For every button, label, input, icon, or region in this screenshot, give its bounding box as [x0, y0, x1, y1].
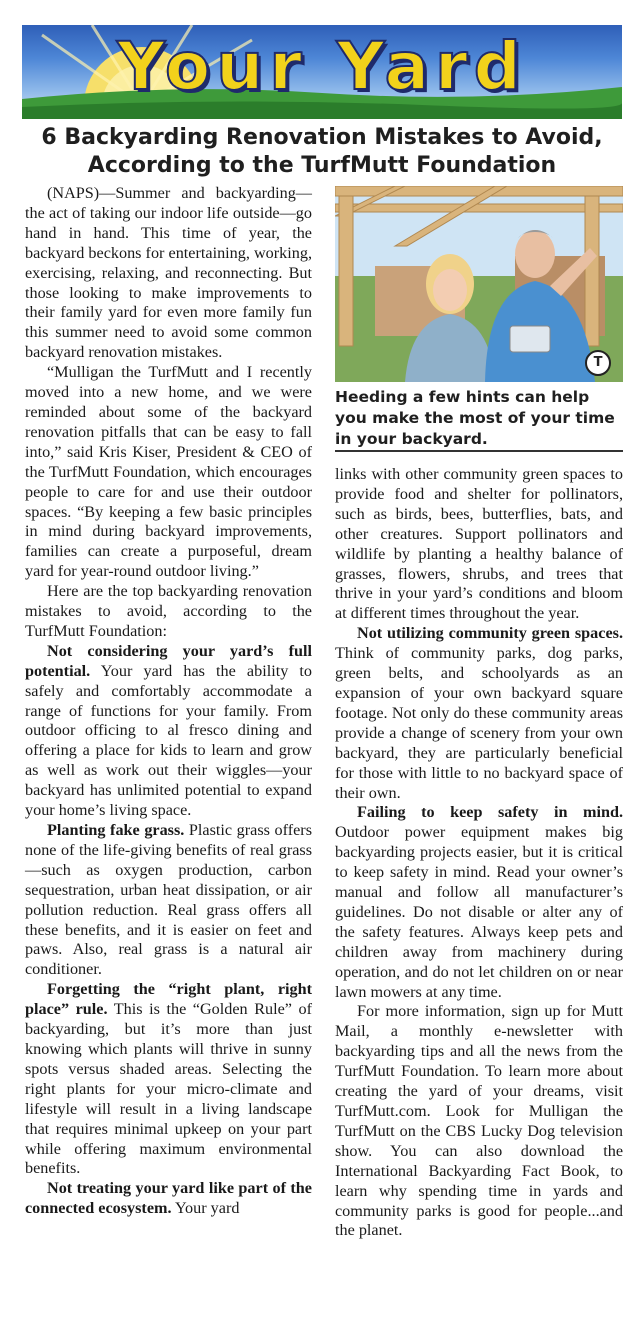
tip-text: Your yard has the ability to safely and comfortably accommodate a range of functions for your family. From outdoor officing to al fresco dining and offering a place for kids to learn and grow as well as work out their wiggles—your backyard has unlimited potential to expand your home’s living space.	[25, 661, 312, 820]
tip-paragraph	[25, 642, 312, 821]
tip-text: This is the “Golden Rule” of backyarding, but it’s more than just knowing which plants will thrive in sunny spots versus shaded areas. Selecting the right plants for your micro-climate and lifestyle will result in a living landscape that requires minimal upkeep on your part while offering maximum environmental benefits.	[25, 1000, 312, 1178]
tip-paragraph	[335, 624, 623, 803]
tip-text: Plastic grass offers none of the life-giving benefits of real grass—such as oxygen production, carbon sequestration, urban heat dissipation, or air pollution reduction. Real grass offers all these benefits, and it is easier on feet and paws. Also, real grass is a natural air conditioner.	[25, 821, 312, 979]
paragraph-closing: For more information, sign up for Mutt Mail, a monthly e-newsletter with backyarding tips and all the news from the TurfMutt Foundation. To learn more about creating the yard of your dreams, visit TurfMutt.com. Look for Mulligan the TurfMutt on the CBS Lucky Dog television show. You can also download the International Backyarding Fact Book, to learn why spending time in yards and community parks is good for people...and the planet.	[335, 1002, 623, 1240]
tip-text: Your yard	[171, 1199, 240, 1218]
banner	[22, 25, 622, 119]
tip-paragraph	[25, 980, 312, 1179]
banner-title: Your Yard	[117, 28, 527, 105]
tip-paragraph	[25, 1179, 312, 1219]
photo-caption: Heeding a few hints can help you make the most of your time in your backyard.	[335, 388, 615, 448]
paragraph-continuation: links with other community green spaces to provide food and shelter for pollinators, such as birds, bees, butterflies, bats, and other creatures. Support pollinators and wildlife by planting a healthy balance of grasses, flowers, shrubs, and trees that thrive in your yard’s conditions and bloom at different times throughout the year.	[335, 465, 623, 623]
tip-text: Think of community parks, dog parks, green belts, and schoolyards as an expansion of your own backyard square footage. Not only do these community areas provide a change of scenery from your own backyard, they are particularly beneficial for those with little to no backyard space of their own.	[335, 644, 623, 802]
tip-text: Outdoor power equipment makes big backyarding projects easier, but it is critical to keep safety in mind. Read your owner’s manual and follow all manufacturer’s guidelines. Do not disable or alter any of the safety features. Always keep pets and children away from machinery during operation, and do not let children on or near lawn mowers at any time.	[335, 823, 623, 1001]
right-column	[335, 465, 623, 1241]
tip-lead: Failing to keep safety in mind.	[357, 803, 623, 822]
paragraph-quote: “Mulligan the TurfMutt and I recently moved into a new home, and we were reminded about some of the backyard renovation pitfalls that can be easy to fall into,” said Kris Kiser, President & CEO of the TurfMutt Foundation, which encourages people to care for and use their outdoor spaces. “By keeping a few basic principles in mind during backyard improvements, families can create a purposeful, dream yard for year-round outdoor living.”	[25, 363, 312, 581]
tip-lead: Not treating your yard like part of the connected ecosystem.	[25, 1179, 312, 1218]
tip-paragraph	[25, 821, 312, 980]
tip-lead: Not considering your yard’s full potential.	[25, 641, 312, 680]
turfmutt-logo-mark: T	[585, 350, 611, 376]
tip-lead: Forgetting the “right plant, right place” rule.	[25, 980, 312, 1019]
paragraph-list-intro: Here are the top backyarding renovation mistakes to avoid, according to the TurfMutt Foundation:	[25, 582, 312, 640]
left-column	[25, 184, 312, 1219]
article-headline: 6 Backyarding Renovation Mistakes to Avoid, According to the TurfMutt Foundation	[41, 125, 603, 178]
tip-paragraph	[335, 803, 623, 1002]
tip-lead: Planting fake grass.	[47, 821, 185, 839]
paragraph-intro: (NAPS)—Summer and backyarding—the act of taking our indoor life outside—go hand in hand. This time of year, the backyard beckons for entertaining, working, exercising, relaxing, and reconnecting. But those looking to make improvements to their family yard for even more family fun this summer need to avoid some common backyard renovation mistakes.	[25, 184, 312, 362]
photo-illustration	[335, 186, 623, 382]
article-photo	[335, 186, 623, 382]
caption-divider	[335, 450, 623, 452]
tip-lead: Not utilizing community green spaces.	[357, 624, 623, 643]
